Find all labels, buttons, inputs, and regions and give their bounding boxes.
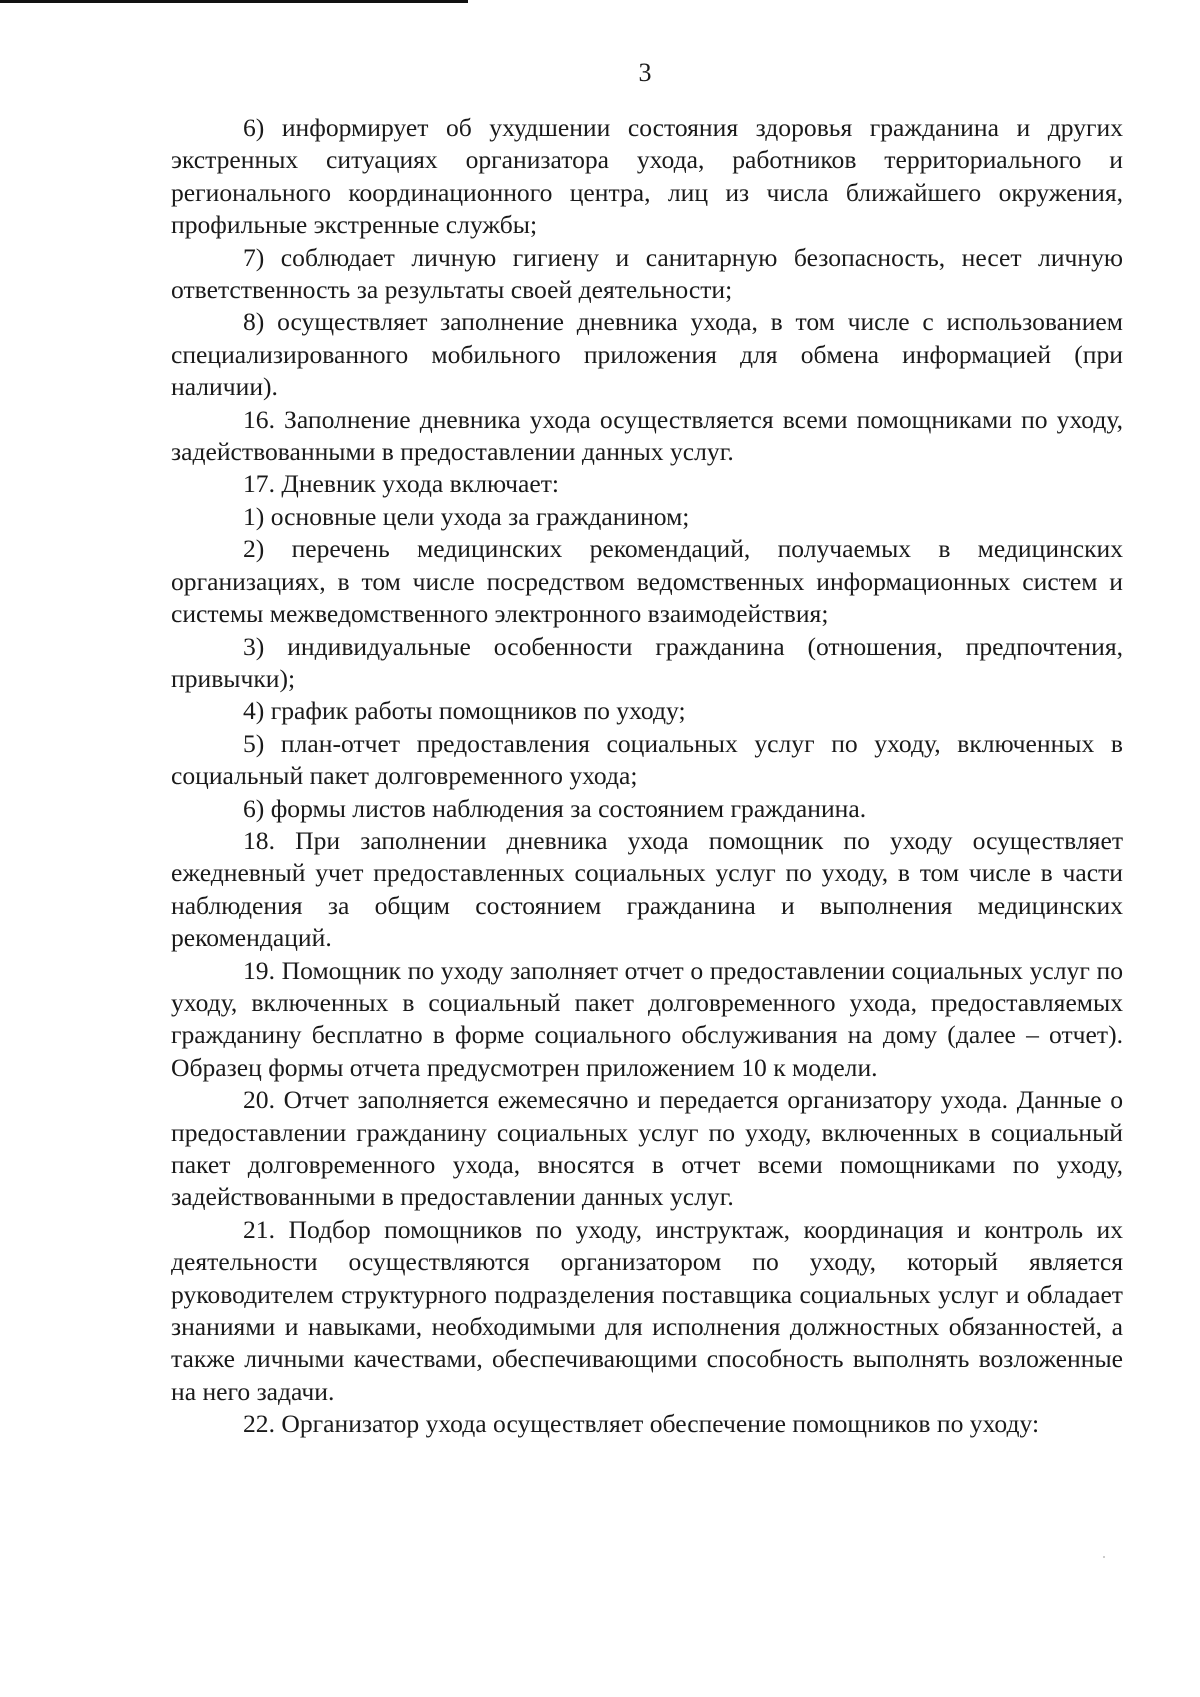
paragraph-19: 19. Помощник по уходу заполняет отчет о предоставлении социальных услуг по уходу, включенных в социальный пакет долговременного ухода, предоставляемых гражданину бесплатно в форме социального обслуживания на дому (далее – отчет). Образец формы отчета предусмотрен приложением 10 к модели. <box>171 955 1123 1082</box>
paragraph-18: 18. При заполнении дневника ухода помощник по уходу осуществляет ежедневный учет предоставленных социальных услуг по уходу, в том числе в части наблюдения за общим состоянием гражданина и выполнения медицинских рекомендаций. <box>171 825 1123 953</box>
paragraph-17-item-4: 4) график работы помощников по уходу; <box>243 696 686 726</box>
scan-speck <box>1103 1556 1105 1558</box>
paragraph-17-item-5: 5) план-отчет предоставления социальных услуг по уходу, включенных в социальный пакет долговременного ухода; <box>171 728 1123 791</box>
paragraph-item-8-diary: 8) осуществляет заполнение дневника ухода, в том числе с использованием специализированного мобильного приложения для обмена информацией (при наличии). <box>171 307 1123 402</box>
paragraph-21: 21. Подбор помощников по уходу, инструктаж, координация и контроль их деятельности осуществляются организатором по уходу, который является руководителем структурного подразделения поставщика социальных услуг и обладает знаниями и навыками, необходимыми для исполнения должностных обязанностей, а также личными качествами, обеспечивающими способность выполнять возложенные на него задачи. <box>171 1214 1123 1406</box>
paragraph-item-7-hygiene: 7) соблюдает личную гигиену и санитарную безопасность, несет личную ответственность за результаты своей деятельности; <box>171 242 1123 305</box>
document-body <box>171 112 1123 1441</box>
paragraph-17-item-2: 2) перечень медицинских рекомендаций, получаемых в медицинских организациях, в том числе посредством ведомственных информационных систем и системы межведомственного электронного взаимодействия; <box>171 534 1123 629</box>
paragraph-17: 17. Дневник ухода включает: <box>243 469 559 499</box>
paragraph-17-item-1: 1) основные цели ухода за гражданином; <box>243 501 690 531</box>
paragraph-16: 16. Заполнение дневника ухода осуществляется всеми помощниками по уходу, задействованными в предоставлении данных услуг. <box>171 404 1123 467</box>
top-rule <box>0 0 468 3</box>
paragraph-22: 22. Организатор ухода осуществляет обеспечение помощников по уходу: <box>243 1409 1040 1439</box>
page-number: 3 <box>638 58 652 87</box>
paragraph-17-item-3: 3) индивидуальные особенности гражданина (отношения, предпочтения, привычки); <box>171 631 1123 693</box>
paragraph-item-6-notifies: 6) информирует об ухудшении состояния здоровья гражданина и других экстренных ситуациях организатора ухода, работников территориального и регионального координационного центра, лиц из числа ближайшего окружения, профильные экстренные службы; <box>171 113 1123 240</box>
paragraph-20: 20. Отчет заполняется ежемесячно и передается организатору ухода. Данные о предоставлении гражданину социальных услуг по уходу, включенных в социальный пакет долговременного ухода, вносятся в отчет всеми помощниками по уходу, задействованными в предоставлении данных услуг. <box>171 1085 1123 1212</box>
paragraph-17-item-6: 6) формы листов наблюдения за состоянием гражданина. <box>243 793 867 823</box>
